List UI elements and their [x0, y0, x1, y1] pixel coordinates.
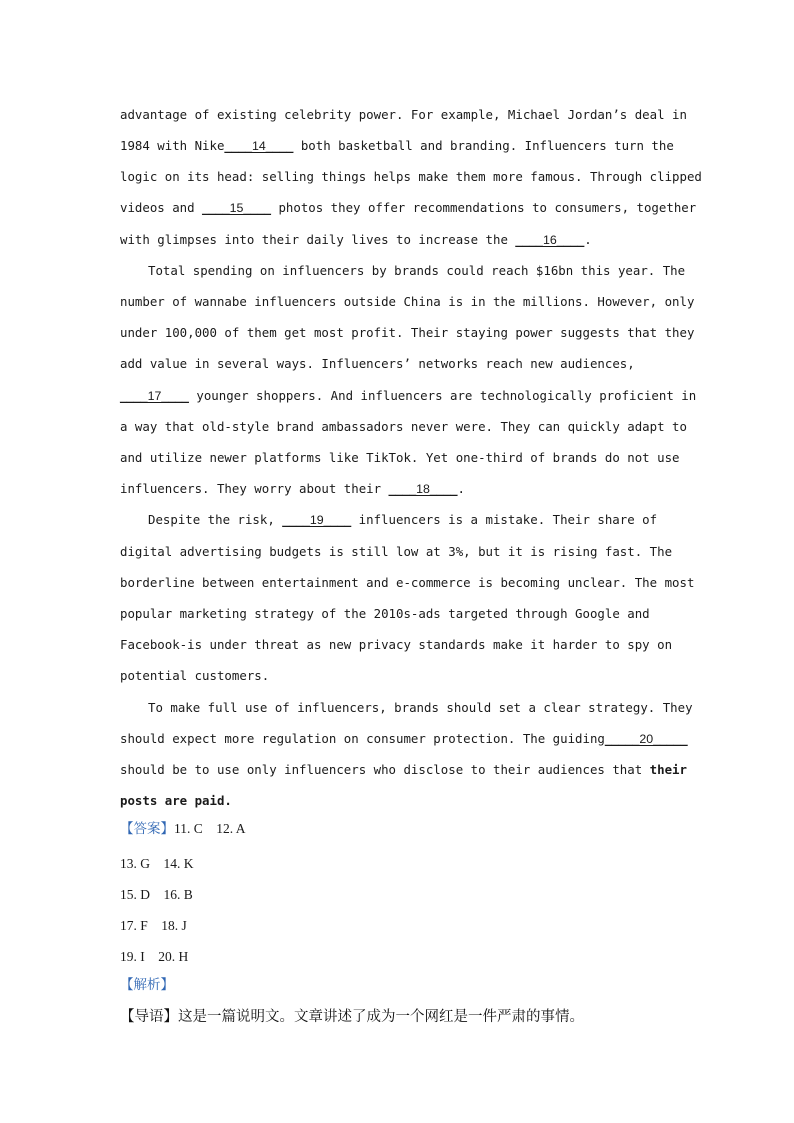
p3-line-1-end: influencers is a mistake. Their share of: [351, 512, 658, 527]
answer-17-18: 17. F 18. J: [120, 918, 187, 933]
p3-line-5: Facebook-is under threat as new privacy standards make it harder to spy on: [120, 637, 673, 652]
blank-17: ____17____: [120, 389, 189, 403]
answer-15-16: 15. D 16. B: [120, 887, 193, 902]
p1-line-3: logic on its head: selling things helps make them more famous. Through clipped: [120, 169, 702, 184]
p2-line-1: Total spending on influencers by brands could reach $16bn this year. The: [148, 263, 686, 278]
p4-line-3: [120, 762, 687, 778]
p2-line-2: number of wannabe influencers outside China is in the millions. However, only: [120, 294, 695, 309]
p2-line-8-start: influencers. They worry about their: [120, 481, 389, 496]
p4-line-2-start: should expect more regulation on consumer protection. The guiding: [120, 731, 605, 746]
p1-line-4-end: photos they offer recommendations to consumers, together: [270, 200, 697, 215]
p1-line-4: [120, 200, 697, 216]
p1-line-5-end: .: [584, 232, 592, 247]
lead-tag: 【导语】: [120, 1009, 178, 1025]
blank-14: ____14____: [224, 139, 294, 153]
p2-line-8-end: .: [457, 481, 465, 496]
p2-line-5: [120, 388, 697, 404]
blank-18: ____18____: [388, 482, 458, 496]
lead-text: 这是一篇说明文。文章讲述了成为一个网红是一件严肃的事情。: [178, 1009, 584, 1025]
blank-20: _____20_____: [604, 732, 688, 746]
p2-line-6: a way that old-style brand ambassadors never were. They can quickly adapt to: [120, 419, 687, 434]
p3-line-1-start: Despite the risk,: [148, 512, 283, 527]
answer-19-20: 19. I 20. H: [120, 949, 189, 964]
lead-paragraph: [120, 1009, 680, 1025]
blank-19: ____19____: [282, 513, 352, 527]
analysis-tag: 【解析】: [120, 977, 174, 992]
p1-line-2-end: both basketball and branding. Influencers turn the: [293, 138, 674, 153]
p3-line-4: popular marketing strategy of the 2010s-ads targeted through Google and: [120, 606, 650, 621]
p4-line-3-bold: their: [649, 762, 687, 777]
p1-line-5-start: with glimpses into their daily lives to increase the: [120, 232, 516, 247]
p4-line-3-start: should be to use only influencers who disclose to their audiences that: [120, 762, 650, 777]
p4-line-4: posts are paid.: [120, 793, 232, 808]
p3-line-1: [148, 512, 708, 528]
p3-line-3: borderline between entertainment and e-commerce is becoming unclear. The most: [120, 575, 695, 590]
p2-line-7: and utilize newer platforms like TikTok. Yet one-third of brands do not use: [120, 450, 680, 465]
p3-line-6: potential customers.: [120, 668, 270, 683]
answer-13-14: 13. G 14. K: [120, 856, 194, 871]
p2-line-8: [120, 481, 680, 497]
p4-line-1: To make full use of influencers, brands should set a clear strategy. They: [148, 700, 693, 715]
p2-line-5-end: younger shoppers. And influencers are technologically proficient in: [188, 388, 697, 403]
p1-line-2: [120, 138, 680, 154]
p3-line-2: digital advertising budgets is still low at 3%, but it is rising fast. The: [120, 544, 673, 559]
blank-16: ____16____: [515, 233, 585, 247]
p4-line-2: [120, 731, 688, 747]
blank-15: ____15____: [202, 201, 271, 215]
p1-line-4-start: videos and: [120, 200, 203, 215]
p2-line-4: add value in several ways. Influencers’ networks reach new audiences,: [120, 356, 635, 371]
p1-line-1: advantage of existing celebrity power. For example, Michael Jordan’s deal in: [120, 107, 687, 122]
p1-line-5: [120, 232, 680, 248]
answer-tag: 【答案】: [120, 821, 174, 836]
answers-row-1: [120, 821, 680, 837]
p2-line-3: under 100,000 of them get most profit. Their staying power suggests that they: [120, 325, 695, 340]
answer-11-12: 11. C 12. A: [174, 821, 246, 836]
p1-line-2-start: 1984 with Nike: [120, 138, 225, 153]
